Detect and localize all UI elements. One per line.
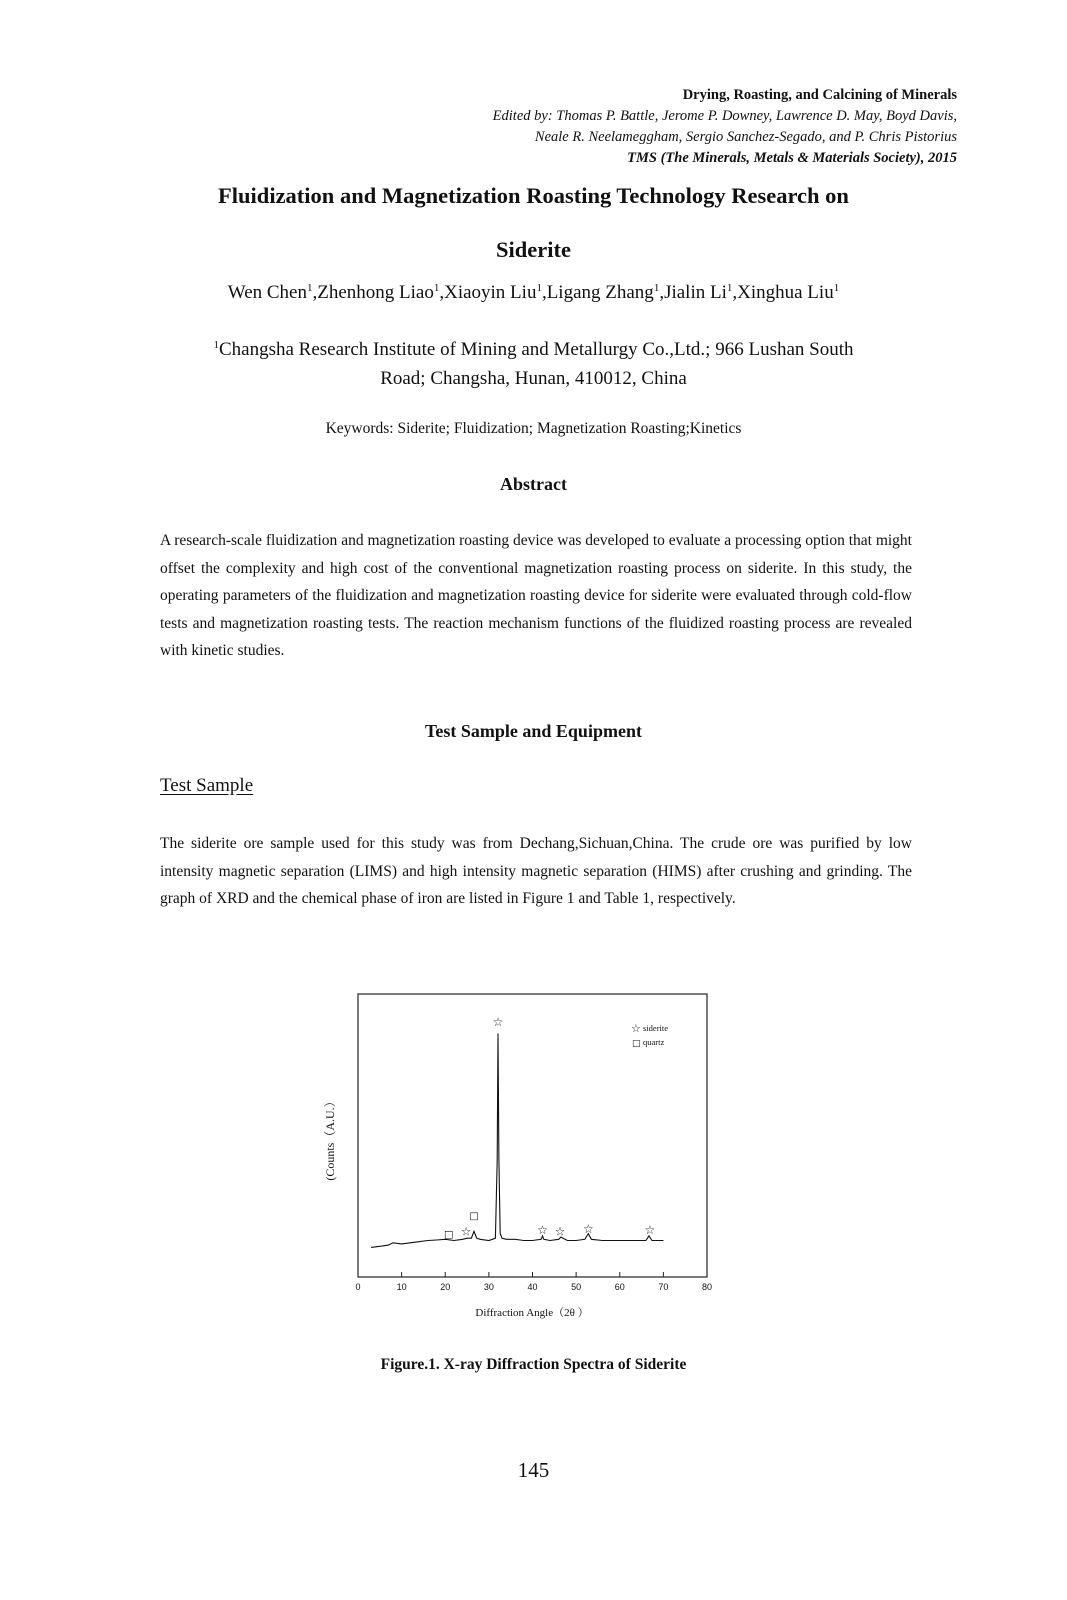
siderite-peak-marker: ☆ xyxy=(460,1224,472,1239)
x-axis-ticks xyxy=(355,1272,712,1292)
spectrum-line xyxy=(371,1034,663,1248)
affiliation xyxy=(0,335,1067,393)
abstract-heading: Abstract xyxy=(500,474,567,494)
legend-quartz-label: quartz xyxy=(643,1037,665,1047)
x-tick-label: 30 xyxy=(483,1282,494,1292)
siderite-peak-marker: ☆ xyxy=(537,1223,548,1238)
x-tick-label: 50 xyxy=(571,1282,582,1292)
affiliation-marker: 1 xyxy=(213,339,219,351)
quartz-peak-marker: □ xyxy=(469,1211,479,1223)
legend-siderite-marker: ☆ xyxy=(631,1022,641,1035)
xrd-chart xyxy=(320,990,740,1335)
author-list: Wen Chen$^1$,Zhenhong Liao$^1$,Xiaoyin Liu$^1$,Ligang Zhang$^1$,Jialin Li$^1$,Xinghua Liu$^1$ xyxy=(227,282,840,303)
author: Zhenhong Liao$^1$ xyxy=(317,282,440,303)
x-tick-label: 20 xyxy=(440,1282,451,1292)
legend-siderite-label: siderite xyxy=(643,1023,669,1033)
author: Jialin Li$^1$ xyxy=(664,282,733,303)
author: Xiaoyin Liu$^1$ xyxy=(444,282,542,303)
paper-title-line-1: Fluidization and Magnetization Roasting Technology Research on xyxy=(218,183,849,208)
test-sample-text: The siderite ore sample used for this study was from Dechang,Sichuan,China. The crude ore was purified by low intensity magnetic separation (LIMS) and high intensity magnetic separation (HIMS) after crushing and grinding. The graph of XRD and the chemical phase of iron are listed in Figure 1 and Table 1, respectively. xyxy=(160,835,912,907)
page-number: 145 xyxy=(517,1458,550,1482)
peak-markers xyxy=(444,1015,655,1241)
x-tick-label: 60 xyxy=(614,1282,625,1292)
subsection-heading: Test Sample xyxy=(160,775,254,796)
editors-line-2: Neale R. Neelameggham, Sergio Sanchez-Segado, and P. Chris Pistorius xyxy=(534,129,957,145)
siderite-peak-marker: ☆ xyxy=(554,1224,566,1239)
xrd-figure xyxy=(320,990,740,1335)
section-heading: Test Sample and Equipment xyxy=(425,721,642,741)
affiliation-line-1: Changsha Research Institute of Mining and Metallurgy Co.,Ltd.; 966 Lushan South xyxy=(219,339,854,360)
siderite-peak-marker: ☆ xyxy=(582,1222,594,1236)
siderite-peak-marker: ☆ xyxy=(644,1223,656,1238)
keywords: Keywords: Siderite; Fluidization; Magnetization Roasting;Kinetics xyxy=(325,420,742,437)
x-tick-label: 70 xyxy=(658,1282,669,1292)
author: Wen Chen$^1$ xyxy=(227,282,313,303)
paper-title-line-2: Siderite xyxy=(496,237,571,262)
author: Xinghua Liu$^1$ xyxy=(737,282,840,303)
siderite-peak-marker: ☆ xyxy=(492,1015,504,1029)
abstract-text: A research-scale fluidization and magnetization roasting device was developed to evaluate a processing option that might offset the complexity and high cost of the conventional magnetization roasting process on siderite. In this study, the operating parameters of the fluidization and magnetization roasting device for siderite were evaluated through cold-flow tests and magnetization roasting tests. The reaction mechanism functions of the fluidized roasting process are revealed with kinetic studies. xyxy=(160,532,912,659)
x-tick-label: 80 xyxy=(701,1282,713,1292)
book-title: Drying, Roasting, and Calcining of Minerals xyxy=(682,87,957,103)
legend-quartz-marker: □ xyxy=(632,1039,641,1049)
x-tick-label: 10 xyxy=(396,1282,407,1292)
y-axis-label: (Counts（A.U.） xyxy=(323,1095,337,1181)
affiliation-line-2: Road; Changsha, Hunan, 410012, China xyxy=(380,368,687,389)
x-tick-label: 0 xyxy=(355,1282,361,1292)
x-axis-label: Diffraction Angle（2θ ） xyxy=(475,1307,589,1319)
x-tick-label: 40 xyxy=(527,1282,538,1292)
figure-caption: Figure.1. X-ray Diffraction Spectra of Siderite xyxy=(380,1356,687,1373)
author: Ligang Zhang$^1$ xyxy=(546,282,660,303)
quartz-peak-marker: □ xyxy=(444,1229,454,1241)
editors-line-1: Edited by: Thomas P. Battle, Jerome P. Downey, Lawrence D. May, Boyd Davis, xyxy=(492,108,957,124)
publisher: TMS (The Minerals, Metals & Materials Society), 2015 xyxy=(627,150,957,166)
